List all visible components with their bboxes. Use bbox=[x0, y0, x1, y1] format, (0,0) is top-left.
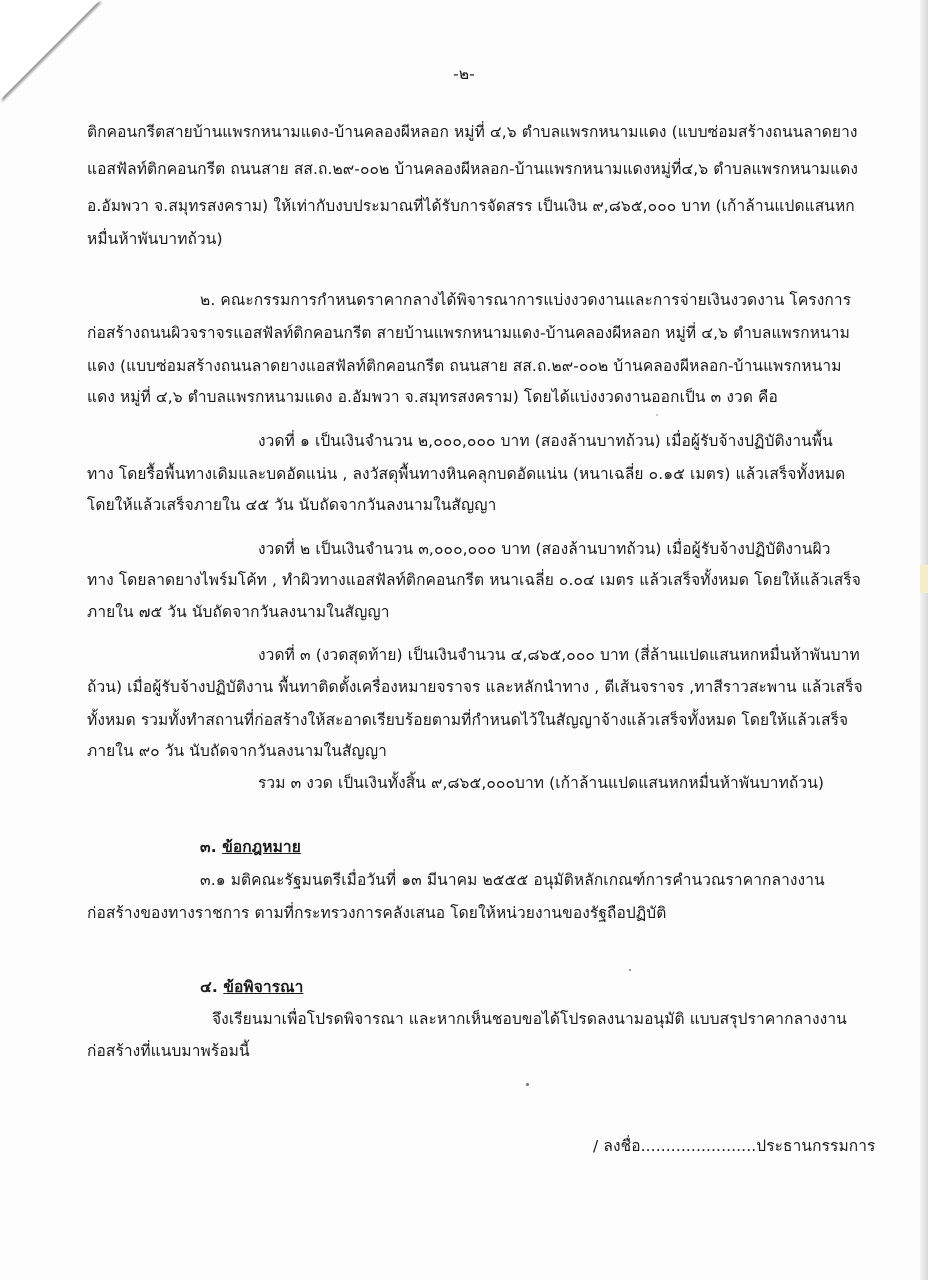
scan-speck bbox=[526, 1083, 529, 1086]
para1-line-1: ติกคอนกรีตสายบ้านแพรกหนามแดง-บ้านคลองผีหลอก หมู่ที่ ๔,๖ ตำบลแพรกหนามแดง (แบบซ่อมสร้างถนนลาดยาง bbox=[87, 123, 858, 141]
installment3-line-3: ทั้งหมด รวมทั้งทำสถานที่ก่อสร้างให้สะอาดเรียบร้อยตามที่กำหนดไว้ในสัญญาจ้างแล้วเสร็จทั้งหมด โดยให้แล้วเสร็จ bbox=[87, 711, 849, 729]
edge-tab-mark bbox=[920, 565, 928, 593]
para2-line-2: ก่อสร้างถนนผิวจราจรแอสฟัลท์ติกคอนกรีต สายบ้านแพรกหนามแดง-บ้านคลองผีหลอก หมู่ที่ ๔,๖ ตำบลแพรกหนาม bbox=[87, 324, 850, 342]
installment2-line-2: ทาง โดยลาดยางไพร์มโค้ท , ทำผิวทางแอสฟัลท์ติกคอนกรีต หนาเฉลี่ย ๐.๐๔ เมตร แล้วเสร็จทั้งหมด โดยให้แล้วเสร็จ bbox=[87, 571, 861, 589]
para2-line-4: แดง หมู่ที่ ๔,๖ ตำบลแพรกหนามแดง อ.อัมพวา จ.สมุทรสงคราม) โดยได้แบ่งงวดงานออกเป็น ๓ งวด คือ bbox=[87, 388, 778, 406]
installment1-line-2: ทาง โดยรื้อพื้นทางเดิมและบดอัดแน่น , ลงวัสดุพื้นทางหินคลุกบดอัดแน่น (หนาเฉลี่ย ๐.๑๕ เมตร) แล้วเสร็จทั้งหมด bbox=[87, 465, 846, 483]
para1-line-4: หมื่นห้าพันบาทถ้วน) bbox=[87, 230, 223, 248]
installment1-line-1: งวดที่ ๑ เป็นเงินจำนวน ๒,๐๐๐,๐๐๐ บาท (สองล้านบาทถ้วน) เมื่อผู้รับจ้างปฏิบัติงานพื้น bbox=[258, 432, 833, 450]
scan-speck bbox=[629, 969, 631, 971]
installment1-line-3: โดยให้แล้วเสร็จภายใน ๔๕ วัน นับถัดจากวันลงนามในสัญญา bbox=[87, 496, 497, 514]
section4-line-2: ก่อสร้างที่แนบมาพร้อมนี้ bbox=[87, 1042, 250, 1060]
installment3-line-1: งวดที่ ๓ (งวดสุดท้าย) เป็นเงินจำนวน ๔,๘๖๕,๐๐๐ บาท (สี่ล้านแปดแสนหกหมื่นห้าพันบาท bbox=[258, 646, 860, 664]
section3-line-2: ก่อสร้างของทางราชการ ตามที่กระทรวงการคลังเสนอ โดยให้หน่วยงานของรัฐถือปฏิบัติ bbox=[87, 904, 667, 922]
page-edge-shadow bbox=[920, 0, 928, 1280]
para2-line-3: แดง (แบบซ่อมสร้างถนนลาดยางแอสฟัลท์ติกคอนกรีต ถนนสาย สส.ถ.๒๙-๐๐๒ บ้านคลองผีหลอก-บ้านแพรกหนาม bbox=[87, 357, 842, 375]
section3-header bbox=[200, 837, 301, 857]
page-number: -๒- bbox=[453, 65, 475, 83]
installments-total: รวม ๓ งวด เป็นเงินทั้งสิ้น ๙,๘๖๕,๐๐๐บาท (เก้าล้านแปดแสนหกหมื่นห้าพันบาทถ้วน) bbox=[258, 774, 825, 792]
section3-heading: ข้อกฎหมาย bbox=[222, 838, 301, 856]
installment2-line-1: งวดที่ ๒ เป็นเงินจำนวน ๓,๐๐๐,๐๐๐ บาท (สองล้านบาทถ้วน) เมื่อผู้รับจ้างปฏิบัติงานผิว bbox=[258, 540, 831, 558]
section4-number: ๔. bbox=[200, 978, 218, 996]
installment3-line-4: ภายใน ๙๐ วัน นับถัดจากวันลงนามในสัญญา bbox=[87, 742, 387, 760]
folded-corner bbox=[0, 0, 100, 100]
section4-header bbox=[200, 977, 303, 997]
para1-line-3: อ.อัมพวา จ.สมุทรสงคราม) ให้เท่ากับงบประมาณที่ได้รับการจัดสรร เป็นเงิน ๙,๘๖๕,๐๐๐ บาท (เก้าล้านแปดแสนหก bbox=[87, 197, 855, 215]
section3-line-1: ๓.๑ มติคณะรัฐมนตรีเมื่อวันที่ ๑๓ มีนาคม ๒๕๕๕ อนุมัติหลักเกณฑ์การคำนวณราคากลางงาน bbox=[200, 871, 825, 889]
para2-line-1: ๒. คณะกรรมการกำหนดราคากลางได้พิจารณาการแบ่งงวดงานและการจ่ายเงินงวดงาน โครงการ bbox=[200, 291, 852, 309]
signature-line: / ลงชื่อ.......................ประธานกรรมการ bbox=[593, 1137, 876, 1155]
installment3-line-2: ถ้วน) เมื่อผู้รับจ้างปฏิบัติงาน พื้นทาติดตั้งเครื่องหมายจราจร และหลักนำทาง , ตีเส้นจราจร ,ทาสีราวสะพาน แล้วเสร็จ bbox=[87, 678, 863, 696]
scan-speck bbox=[656, 414, 658, 416]
section3-number: ๓. bbox=[200, 838, 217, 856]
installment2-line-3: ภายใน ๗๕ วัน นับถัดจากวันลงนามในสัญญา bbox=[87, 603, 390, 621]
para1-line-2: แอสฟัลท์ติกคอนกรีต ถนนสาย สส.ถ.๒๙-๐๐๒ บ้านคลองผีหลอก-บ้านแพรกหนามแดงหมู่ที่๔,๖ ตำบลแพรกหนามแดง bbox=[87, 160, 859, 178]
section4-heading: ข้อพิจารณา bbox=[223, 978, 304, 996]
section4-line-1: จึงเรียนมาเพื่อโปรดพิจารณา และหากเห็นชอบขอได้โปรดลงนามอนุมัติ แบบสรุปราคากลางงาน bbox=[212, 1010, 847, 1028]
